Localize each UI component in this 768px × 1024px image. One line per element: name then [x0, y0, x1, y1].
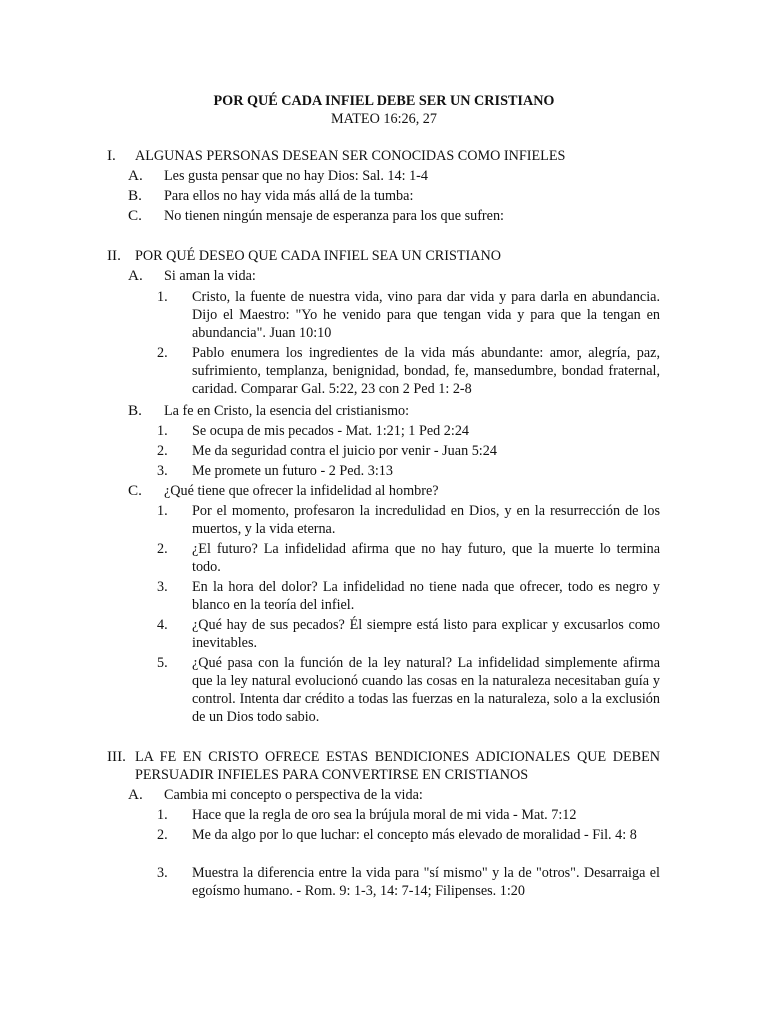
subitem-text: Por el momento, profesaron la incredulidad en Dios, y en la resurrección de los muertos, y la vida eterna.	[192, 503, 660, 537]
subitem-number: 1.	[157, 423, 168, 439]
item-text: ¿Qué tiene que ofrecer la infidelidad al hombre?	[164, 483, 439, 499]
item-text: Para ellos no hay vida más allá de la tumba:	[164, 188, 414, 204]
subitem-text: Muestra la diferencia entre la vida para "sí mismo" y la de "otros". Desarraiga el egoísmo humano. - Rom. 9: 1-3, 14: 7-14; Filipenses. 1:20	[192, 865, 660, 899]
item-letter: B.	[128, 402, 142, 419]
subitem-text: Me da seguridad contra el juicio por venir - Juan 5:24	[192, 443, 497, 459]
subitem-text: Me promete un futuro - 2 Ped. 3:13	[192, 463, 393, 479]
document-subtitle: MATEO 16:26, 27	[330, 111, 437, 127]
item-letter: B.	[128, 187, 142, 204]
subitem-number: 1.	[157, 807, 168, 823]
subitem-text: En la hora del dolor? La infidelidad no tiene nada que ofrecer, todo es negro y blanco en la teoría del infiel.	[192, 579, 660, 613]
subitem-number: 4.	[157, 617, 168, 633]
subitem-number: 3.	[157, 865, 168, 881]
item-text: La fe en Cristo, la esencia del cristianismo:	[164, 403, 410, 419]
subitem-text: ¿Qué hay de sus pecados? Él siempre está listo para explicar y excusarlos como inevitables.	[192, 617, 660, 651]
document-title: POR QUÉ CADA INFIEL DEBE SER UN CRISTIANO	[213, 93, 555, 109]
section-number: III.	[107, 748, 126, 765]
item-letter: C.	[128, 207, 142, 224]
subitem-text: ¿El futuro? La infidelidad afirma que no hay futuro, que la muerte lo termina todo.	[192, 541, 660, 575]
section-number: II.	[107, 247, 121, 264]
subitem-text: Cristo, la fuente de nuestra vida, vino para dar vida y para darla en abundancia. Dijo el Maestro: "Yo he venido para que tengan vida y para que la tengan en abundancia". Juan 10:10	[192, 289, 660, 341]
section-title: ALGUNAS PERSONAS DESEAN SER CONOCIDAS COMO INFIELES	[135, 148, 566, 164]
section-title: POR QUÉ DESEO QUE CADA INFIEL SEA UN CRISTIANO	[135, 248, 501, 264]
subitem-number: 3.	[157, 463, 168, 479]
section-title: LA FE EN CRISTO OFRECE ESTAS BENDICIONES ADICIONALES QUE DEBEN PERSUADIR INFIELES PARA CONVERTIRSE EN CRISTIANOS	[135, 749, 660, 783]
item-letter: A.	[128, 267, 143, 284]
section-number: I.	[107, 147, 116, 164]
subitem-text: ¿Qué pasa con la función de la ley natural? La infidelidad simplemente afirma que la ley natural evolucionó cuando las cosas en la naturaleza necesitaban guía y control. Intenta dar crédito a todas las fuerzas en la naturaleza, solo a la exclusión de un Dios todo sabio.	[192, 655, 660, 725]
item-text: No tienen ningún mensaje de esperanza para los que sufren:	[164, 208, 504, 224]
subitem-number: 1.	[157, 503, 168, 519]
item-letter: A.	[128, 167, 143, 184]
item-text: Cambia mi concepto o perspectiva de la vida:	[164, 787, 423, 803]
item-letter: C.	[128, 482, 142, 499]
subitem-text: Se ocupa de mis pecados - Mat. 1:21; 1 Ped 2:24	[192, 423, 470, 439]
subitem-number: 2.	[157, 541, 168, 557]
item-text: Si aman la vida:	[164, 268, 256, 284]
subitem-number: 5.	[157, 655, 168, 671]
subitem-number: 2.	[157, 827, 168, 843]
subitem-number: 3.	[157, 579, 168, 595]
subitem-text: Hace que la regla de oro sea la brújula moral de mi vida - Mat. 7:12	[192, 807, 577, 823]
subitem-text: Me da algo por lo que luchar: el concepto más elevado de moralidad - Fil. 4: 8	[192, 827, 637, 843]
item-text: Les gusta pensar que no hay Dios: Sal. 14: 1-4	[164, 168, 428, 184]
subitem-number: 2.	[157, 443, 168, 459]
subitem-number: 2.	[157, 345, 168, 361]
subitem-text: Pablo enumera los ingredientes de la vida más abundante: amor, alegría, paz, sufrimiento, templanza, benignidad, bondad, fe, mansedumbre, bondad fraternal, caridad. Comparar Gal. 5:22, 23 con 2 Ped 1: 2-8	[192, 345, 660, 397]
subitem-number: 1.	[157, 289, 168, 305]
item-letter: A.	[128, 786, 143, 803]
